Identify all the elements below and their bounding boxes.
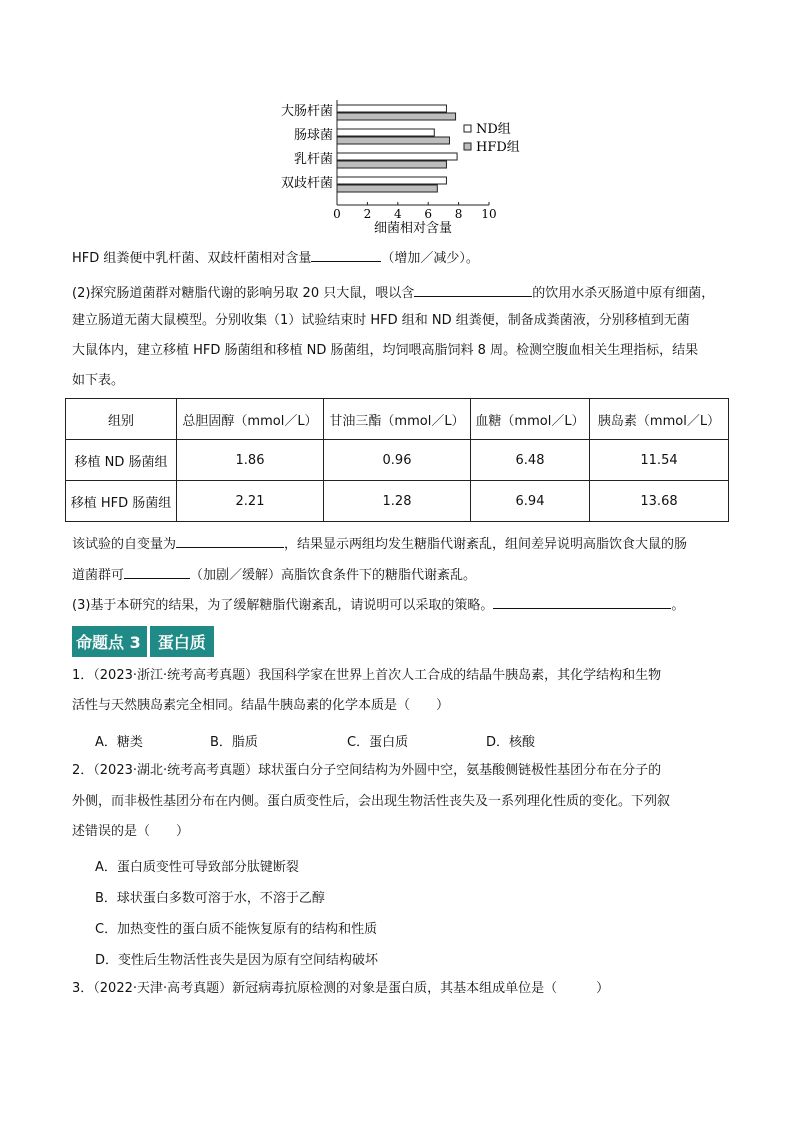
table-header: 血糖（mmol／L） (471, 399, 590, 440)
table-row (66, 440, 729, 481)
table-cell: 13.68 (590, 481, 729, 522)
table-row (66, 481, 729, 522)
legend-swatch (464, 143, 471, 150)
legend-swatch (464, 125, 471, 132)
bar-hfd (337, 137, 449, 144)
table-header: 总胆固醇（mmol／L） (177, 399, 324, 440)
p3-line1: 3．（2022·天津·高考真题）新冠病毒抗原检测的对象是蛋白质，其基本组成单位是（ ） (72, 981, 610, 996)
legend-label: HFD组 (476, 140, 520, 155)
table-cell: 6.48 (471, 440, 590, 481)
table-cell: 移植 HFD 肠菌组 (66, 481, 177, 522)
bar-hfd (337, 185, 437, 192)
answer-blank[interactable] (176, 533, 284, 548)
p1-line1: 1．（2023·浙江·统考高考真题）我国科学家在世界上首次人工合成的结晶牛胰岛素，其化学结构和生物 (72, 668, 662, 683)
q2-line1: (2)探究肠道菌群对糖脂代谢的影响另取 20 只大鼠，喂以含 的饮用水杀灭肠道中原有细菌， (72, 282, 714, 303)
table-cell: 11.54 (590, 440, 729, 481)
table-header: 组别 (66, 399, 177, 440)
x-tick-label: 4 (393, 207, 402, 221)
category-label: 乳杆菌 (293, 152, 333, 167)
p1-option-d[interactable]: D．核酸 (486, 735, 536, 750)
bar-nd (337, 105, 446, 112)
p1-option-a[interactable]: A．糖类 (95, 735, 143, 750)
table-cell: 6.94 (471, 481, 590, 522)
q2-after-line1: 该试验的自变量为 ，结果显示两组均发生糖脂代谢紊乱，组间差异说明高脂饮食大鼠的肠 (72, 533, 687, 554)
answer-blank[interactable] (311, 247, 381, 262)
bacteria-bar-chart (260, 95, 550, 240)
category-label: 肠球菌 (293, 128, 333, 143)
p2-option-c[interactable]: C．加热变性的蛋白质不能恢复原有的结构和性质 (95, 922, 378, 937)
table-header-row (66, 399, 729, 440)
section-title: 蛋白质 (150, 626, 214, 657)
answer-blank[interactable] (414, 282, 532, 297)
x-tick-label: 2 (363, 207, 372, 221)
x-tick-label: 8 (454, 207, 463, 221)
p2-line2: 外侧，而非极性基团分布在内侧。蛋白质变性后，会出现生物活性丧失及一系列理化性质的变化。下列叙 (72, 794, 671, 809)
p1-option-b[interactable]: B．脂质 (210, 735, 258, 750)
table-cell: 移植 ND 肠菌组 (66, 440, 177, 481)
q2-line2: 建立肠道无菌大鼠模型。分别收集（1）试验结束时 HFD 组和 ND 组粪便，制备成粪菌液，分别移植到无菌 (72, 313, 690, 328)
answer-blank[interactable] (493, 594, 671, 609)
answer-blank[interactable] (124, 564, 190, 579)
category-label: 双歧杆菌 (280, 176, 333, 191)
table-cell: 0.96 (324, 440, 471, 481)
table-cell: 2.21 (177, 481, 324, 522)
section-banner (72, 626, 214, 656)
p2-line3: 述错误的是（ ） (72, 824, 190, 839)
bar-nd (337, 153, 457, 160)
p2-option-b[interactable]: B．球状蛋白多数可溶于水，不溶于乙醇 (95, 891, 325, 906)
p2-line1: 2．（2023·湖北·统考高考真题）球状蛋白分子空间结构为外圆中空，氨基酸侧链极性基团分布在分子的 (72, 763, 662, 778)
p2-option-d[interactable]: D．变性后生物活性丧失是因为原有空间结构破坏 (95, 953, 379, 968)
table-header: 甘油三酯（mmol／L） (324, 399, 471, 440)
x-tick-label: 0 (333, 207, 341, 221)
table-header: 胰岛素（mmol／L） (590, 399, 729, 440)
p2-option-a[interactable]: A．蛋白质变性可导致部分肽键断裂 (95, 860, 299, 875)
q1-tail: HFD 组粪便中乳杆菌、双歧杆菌相对含量 （增加／减少）。 (72, 247, 479, 268)
bar-nd (337, 177, 446, 184)
x-tick-label: 6 (424, 207, 433, 221)
bar-nd (337, 129, 434, 136)
q3-line: (3)基于本研究的结果，为了缓解糖脂代谢紊乱，请说明可以采取的策略。 。 (72, 594, 684, 615)
q2-after-line2: 道菌群可 （加剧／缓解）高脂饮食条件下的糖脂代谢紊乱。 (72, 564, 476, 585)
x-tick-label: 10 (481, 207, 497, 221)
bar-hfd (337, 113, 456, 120)
legend-label: ND组 (476, 122, 511, 137)
table-cell: 1.86 (177, 440, 324, 481)
p1-line2: 活性与天然胰岛素完全相同。结晶牛胰岛素的化学本质是（ ） (72, 698, 450, 713)
section-tag: 命题点 3 (72, 626, 147, 657)
results-table (65, 398, 729, 522)
bar-hfd (337, 161, 446, 168)
q2-line4: 如下表。 (72, 373, 125, 388)
category-label: 大肠杆菌 (280, 104, 333, 119)
q2-line3: 大鼠体内，建立移植 HFD 肠菌组和移植 ND 肠菌组，均饲喂高脂饲料 8 周。检测空腹血相关生理指标，结果 (72, 343, 699, 358)
x-axis-label: 细菌相对含量 (373, 221, 453, 236)
table-cell: 1.28 (324, 481, 471, 522)
p1-option-c[interactable]: C．蛋白质 (347, 735, 409, 750)
